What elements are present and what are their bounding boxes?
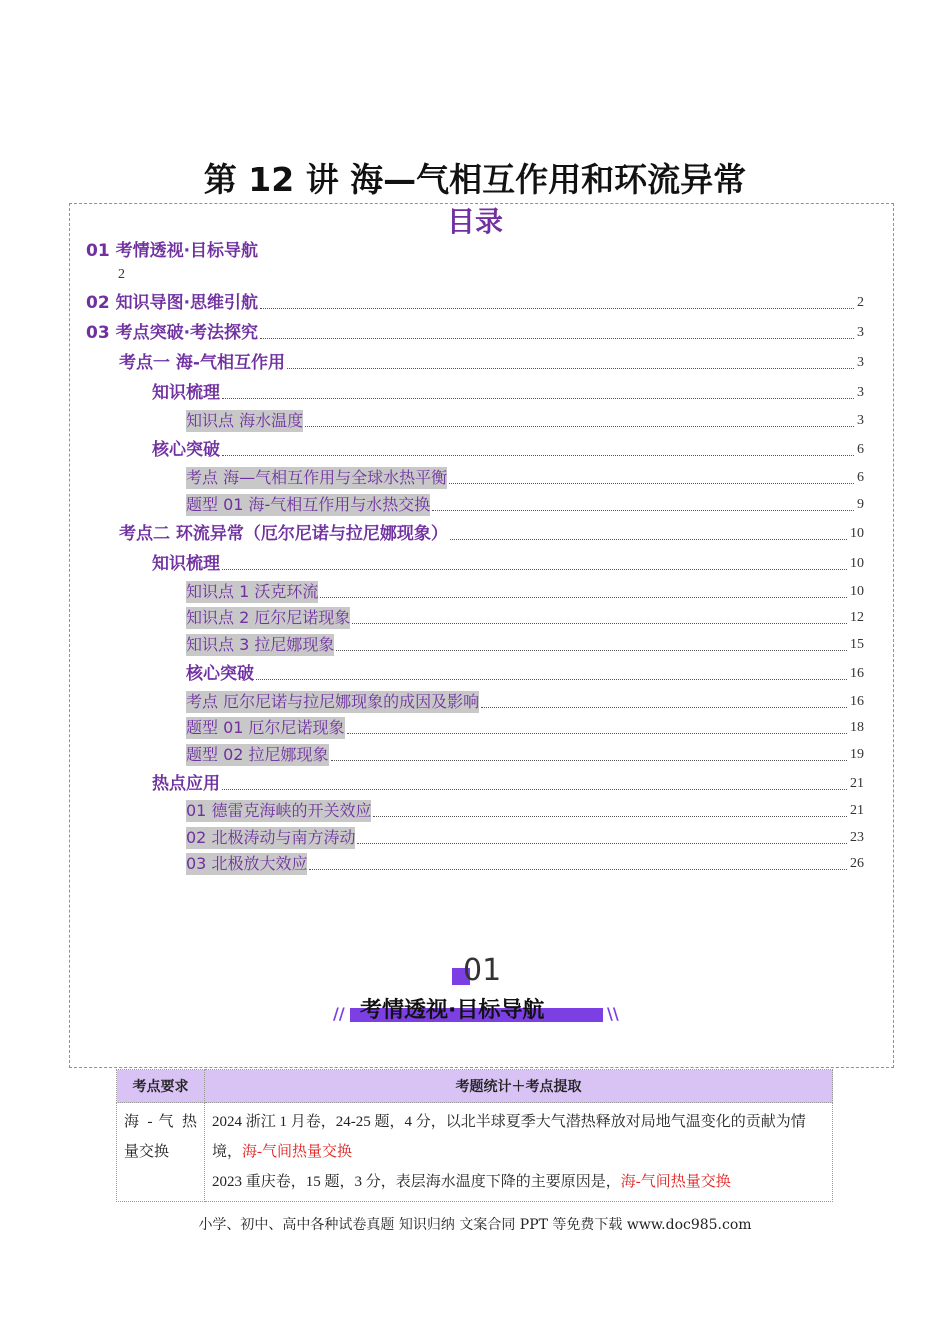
toc-leader-dots: [357, 843, 847, 844]
toc-entry-page: 6: [857, 442, 864, 457]
toc-entry-label: 知识点 海水温度: [186, 411, 304, 430]
section-label: 考情透视·目标导航: [360, 998, 545, 1023]
toc-leader-dots: [481, 707, 847, 708]
table-header-stats: 考题统计＋考点提取: [205, 1070, 833, 1103]
table-row: [117, 1103, 833, 1202]
toc-entry-page: 3: [857, 385, 864, 400]
toc-entry[interactable]: [186, 798, 864, 822]
toc-entry-label: 题型 02 拉尼娜现象: [186, 745, 329, 764]
toc-leader-dots: [222, 398, 854, 399]
toc-entry-page: 21: [850, 803, 864, 818]
toc-entry[interactable]: [186, 579, 864, 603]
toc-leader-dots: [449, 483, 854, 484]
toc-leader-dots: [432, 510, 854, 511]
toc-entry-page: 2: [857, 295, 864, 310]
toc-entry-label: 考点 厄尔尼诺与拉尼娜现象的成因及影响: [186, 692, 480, 711]
toc-entry[interactable]: [86, 238, 864, 262]
toc-entry-label: 考点二 环流异常（厄尔尼诺与拉尼娜现象）: [119, 524, 448, 544]
toc-entry-page: 23: [850, 830, 864, 845]
toc-leader-dots: [256, 679, 847, 680]
toc-leader-dots: [222, 569, 847, 570]
toc-entry-label: 知识点 2 厄尔尼诺现象: [186, 608, 351, 627]
toc-entry[interactable]: [119, 521, 864, 545]
toc-entry-page: 3: [857, 413, 864, 428]
toc-entry-label: 02 知识导图·思维引航: [86, 293, 259, 313]
toc-leader-dots: [450, 539, 847, 540]
stat-entry: [212, 1167, 825, 1197]
stat-entry: [212, 1107, 825, 1167]
toc-entry-label: 考点一 海-气相互作用: [119, 353, 285, 373]
toc-entry-page: 3: [857, 355, 864, 370]
stats-cell: [205, 1103, 833, 1202]
toc-entry[interactable]: [152, 380, 864, 404]
toc-entry-page: 26: [850, 856, 864, 871]
toc-leader-dots: [287, 368, 854, 369]
toc-leader-dots: [373, 816, 847, 817]
toc-entry[interactable]: [186, 465, 864, 489]
toc-entry-label: 02 北极涛动与南方涛动: [186, 828, 356, 847]
requirement-cell: 海 - 气 热量交换: [117, 1103, 205, 1202]
toc-entry-page: 21: [850, 776, 864, 791]
toc-entry-page: 18: [850, 720, 864, 735]
toc-entry-page: 9: [857, 497, 864, 512]
toc-entry[interactable]: [186, 661, 864, 685]
toc-entry-page: 6: [857, 470, 864, 485]
toc-entry-label: 01 德雷克海峡的开关效应: [186, 801, 372, 820]
toc-entry-label: 热点应用: [152, 774, 220, 794]
toc-entry[interactable]: [186, 825, 864, 849]
toc-entry-page: 3: [857, 325, 864, 340]
toc-entry[interactable]: [186, 632, 864, 656]
toc-entry[interactable]: [119, 350, 864, 374]
slash-decoration-left: //: [333, 1004, 345, 1023]
toc-entry[interactable]: [152, 551, 864, 575]
toc-leader-dots: [222, 455, 854, 456]
toc-entry[interactable]: [186, 492, 864, 516]
toc-entry-label: 知识点 3 拉尼娜现象: [186, 635, 335, 654]
toc-leader-dots: [352, 623, 847, 624]
toc-entry[interactable]: [152, 771, 864, 795]
toc-leader-dots: [260, 308, 854, 309]
section-number: 01: [463, 953, 502, 988]
toc-entry[interactable]: [186, 605, 864, 629]
toc-entry-label: 知识点 1 沃克环流: [186, 582, 319, 601]
toc-entry[interactable]: [186, 689, 864, 713]
document-title: 第 12 讲 海—气相互作用和环流异常: [203, 160, 747, 199]
toc-entry-page: 16: [850, 694, 864, 709]
toc-entry-label: 题型 01 海-气相互作用与水热交换: [186, 495, 431, 514]
toc-page-number: 2: [118, 267, 125, 282]
toc-entry-label: 题型 01 厄尔尼诺现象: [186, 718, 345, 737]
toc-entry-page: 16: [850, 666, 864, 681]
toc-entry-page: 10: [850, 556, 864, 571]
toc-entry[interactable]: [86, 290, 864, 314]
toc-entry-page: 10: [850, 526, 864, 541]
toc-entry-label: 知识梳理: [152, 383, 220, 403]
toc-entry-page: 10: [850, 584, 864, 599]
toc-entry[interactable]: [152, 437, 864, 461]
toc-heading: 目录: [446, 205, 503, 238]
toc-leader-dots: [347, 733, 847, 734]
slash-decoration-right: \\: [607, 1004, 619, 1023]
toc-entry-label: 知识梳理: [152, 554, 220, 574]
toc-entry-page: 12: [850, 610, 864, 625]
toc-entry[interactable]: [186, 715, 864, 739]
toc-leader-dots: [320, 597, 847, 598]
toc-leader-dots: [309, 869, 847, 870]
toc-entry-label: 考点 海—气相互作用与全球水热平衡: [186, 468, 448, 487]
toc-entry-page: 19: [850, 747, 864, 762]
stat-highlight: 海-气间热量交换: [242, 1144, 353, 1160]
toc-entry[interactable]: [86, 320, 864, 344]
page-footer: 小学、初中、高中各种试卷真题 知识归纳 文案合同 PPT 等免费下载 www.doc985.com: [198, 1217, 752, 1233]
toc-entry-label: 核心突破: [152, 440, 220, 460]
toc-leader-dots: [336, 650, 847, 651]
toc-entry[interactable]: [186, 742, 864, 766]
toc-entry[interactable]: [186, 408, 864, 432]
toc-entry[interactable]: [186, 851, 864, 875]
toc-leader-dots: [331, 760, 847, 761]
toc-leader-dots: [222, 789, 847, 790]
toc-entry-label: 01 考情透视·目标导航: [86, 241, 259, 261]
toc-leader-dots: [305, 426, 854, 427]
exam-table: [116, 1069, 833, 1202]
stat-highlight: 海-气间热量交换: [620, 1174, 731, 1190]
toc-entry-label: 03 考点突破·考法探究: [86, 323, 259, 343]
toc-entry-label: 03 北极放大效应: [186, 854, 308, 873]
stat-text: 2024 浙江 1 月卷，24-25 题，4 分，以北半球夏季大气潜热释放对局地气温变化的贡献为情境，: [212, 1114, 806, 1160]
stat-text: 2023 重庆卷，15 题，3 分，表层海水温度下降的主要原因是，: [212, 1174, 621, 1190]
toc-entry-label: 核心突破: [186, 664, 254, 684]
toc-entry-page: 15: [850, 637, 864, 652]
toc-leader-dots: [260, 338, 854, 339]
table-header-requirement: 考点要求: [117, 1070, 205, 1103]
